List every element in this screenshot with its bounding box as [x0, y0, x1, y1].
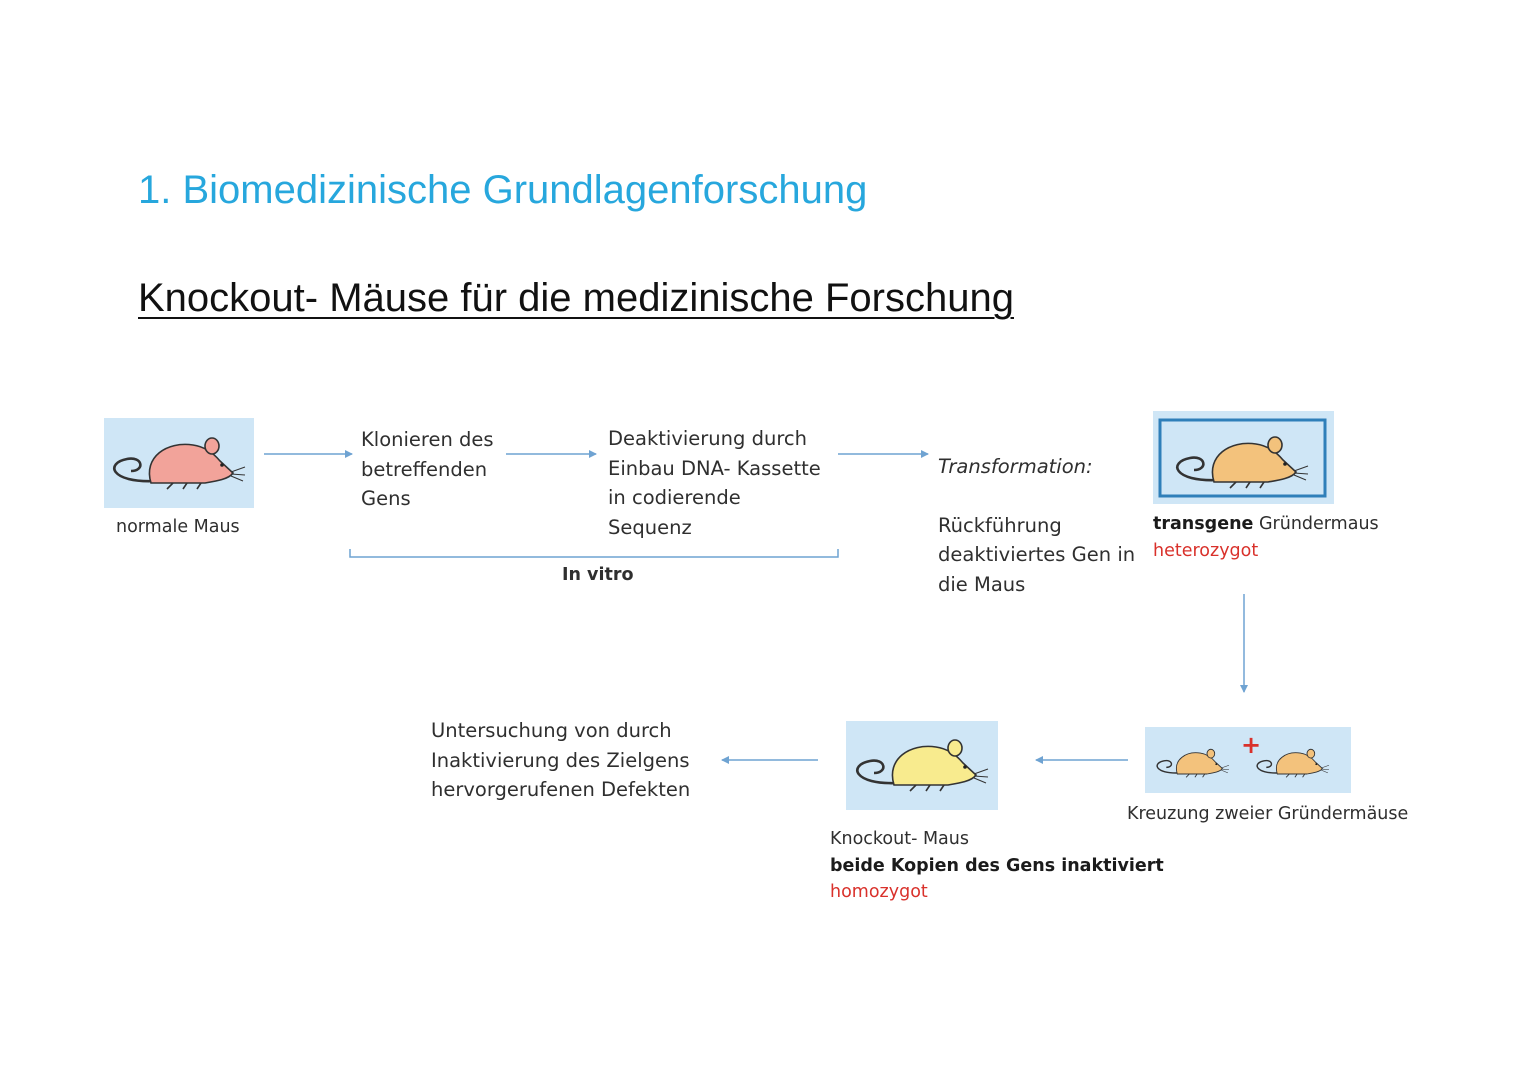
knockout-detail: beide Kopien des Gens inaktiviert	[830, 855, 1164, 876]
plus-sign: +	[1241, 731, 1262, 759]
transformation-text: Rückführung deaktiviertes Gen in die Maus	[938, 513, 1136, 596]
founder-zygosity: heterozygot	[1153, 540, 1259, 561]
founder-label-bold: transgene	[1153, 514, 1254, 534]
normal-mouse-icon	[114, 438, 245, 489]
knockout-mouse-icon	[857, 740, 988, 791]
knockout-zygosity: homozygot	[830, 882, 928, 902]
normal-mouse-label: normale Maus	[116, 517, 240, 537]
cloning-step-text: Klonieren des betreffenden Gens	[361, 428, 494, 510]
page-title: 1. Biomedizinische Grundlagenforschung	[138, 168, 868, 212]
founder-label-rest: Gründermaus	[1253, 514, 1379, 534]
page-subtitle: Knockout- Mäuse für die medizinische Forschung	[138, 276, 1014, 320]
deactivation-step-text: Deaktivierung durch Einbau DNA- Kassette in codierende Sequenz	[608, 427, 821, 539]
founder-mouse-left-icon	[1157, 749, 1229, 777]
knockout-mouse-caption	[830, 826, 1164, 906]
crossing-label: Kreuzung zweier Gründermäuse	[1127, 804, 1409, 824]
transformation-heading: Transformation:	[938, 454, 1093, 478]
investigation-step-text: Untersuchung von durch Inaktivierung des Zielgens hervorgerufenen Defekten	[431, 719, 691, 801]
knockout-label: Knockout- Maus	[830, 829, 969, 849]
in-vitro-bracket	[350, 549, 838, 557]
founder-mouse-icon	[1177, 437, 1308, 488]
transformation-step	[938, 422, 1135, 599]
in-vitro-label: In vitro	[562, 565, 634, 585]
founder-mouse-label	[1153, 511, 1379, 564]
founder-mouse-right-icon	[1257, 749, 1329, 777]
